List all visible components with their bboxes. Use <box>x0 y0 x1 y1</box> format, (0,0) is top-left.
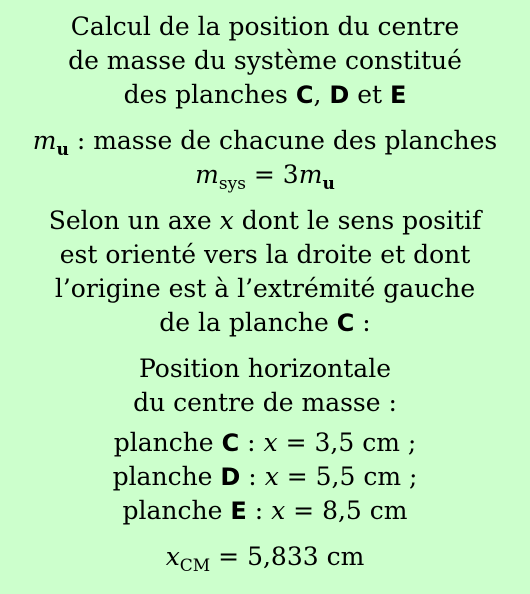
mass-sys-rhs-symbol: m <box>298 160 323 189</box>
mass-definition <box>0 124 530 192</box>
result-variable: x <box>165 542 180 571</box>
mass-sys-subscript: sys <box>218 174 246 194</box>
title-line-2: de masse du système constitué <box>68 46 462 75</box>
result-value: = 5,833 cm <box>218 542 365 571</box>
position-item-plank: E <box>230 497 247 525</box>
position-item-colon: : <box>247 428 256 457</box>
axis-line-4-prefix: de la planche <box>159 308 329 337</box>
mass-description: : masse de chacune des planches <box>76 126 498 155</box>
mass-sys-symbol: m <box>195 160 219 189</box>
position-item-value: = 3,5 cm ; <box>285 428 417 457</box>
position-item-plank: C <box>221 429 240 457</box>
position-item-e <box>0 494 530 528</box>
mass-subscript-u: u <box>56 140 69 160</box>
plank-c-label: C <box>295 81 314 109</box>
position-heading-1: Position horizontale <box>139 354 391 383</box>
position-section <box>0 352 530 528</box>
title-line-3 <box>0 78 530 112</box>
title-line-1: Calcul de la position du centre <box>70 12 460 41</box>
result-subscript: CM <box>179 556 211 576</box>
mass-unit-line <box>0 124 530 158</box>
position-item-label: planche <box>112 462 213 491</box>
position-item-colon: : <box>254 496 264 525</box>
position-item-variable: x <box>263 428 278 457</box>
title-line-3-prefix: des planches <box>123 80 288 109</box>
title-conjunction: et <box>357 80 383 109</box>
position-item-variable: x <box>271 496 286 525</box>
axis-line-4-suffix: : <box>362 308 371 337</box>
position-item-c <box>0 426 530 460</box>
axis-plank-label: C <box>336 309 355 337</box>
position-item-variable: x <box>264 462 279 491</box>
position-item-value: = 5,5 cm ; <box>286 462 418 491</box>
axis-definition <box>0 204 530 340</box>
position-item-label: planche <box>122 496 223 525</box>
position-item-d <box>0 460 530 494</box>
axis-variable: x <box>219 206 234 235</box>
result-line <box>0 540 530 574</box>
position-heading-2: du centre de masse : <box>133 388 397 417</box>
title-block <box>0 10 530 112</box>
plank-d-label: D <box>329 81 350 109</box>
axis-line-1-prefix: Selon un axe <box>48 206 212 235</box>
position-item-colon: : <box>248 462 257 491</box>
position-item-value: = 8,5 cm <box>293 496 408 525</box>
position-item-plank: D <box>220 463 241 491</box>
axis-line-1 <box>0 204 530 238</box>
axis-line-2: est orienté vers la droite et dont <box>59 240 471 269</box>
mass-symbol: m <box>32 126 57 155</box>
mass-sys-rhs-subscript: u <box>322 174 335 194</box>
mass-sys-equals: = 3 <box>253 160 299 189</box>
axis-line-3: l’origine est à l’extrémité gauche <box>54 274 476 303</box>
position-item-label: planche <box>113 428 214 457</box>
axis-line-4 <box>0 306 530 340</box>
axis-line-1-suffix: dont le sens positif <box>241 206 482 235</box>
plank-e-label: E <box>390 81 407 109</box>
mass-system-line <box>0 158 530 192</box>
title-separator: , <box>313 80 322 109</box>
